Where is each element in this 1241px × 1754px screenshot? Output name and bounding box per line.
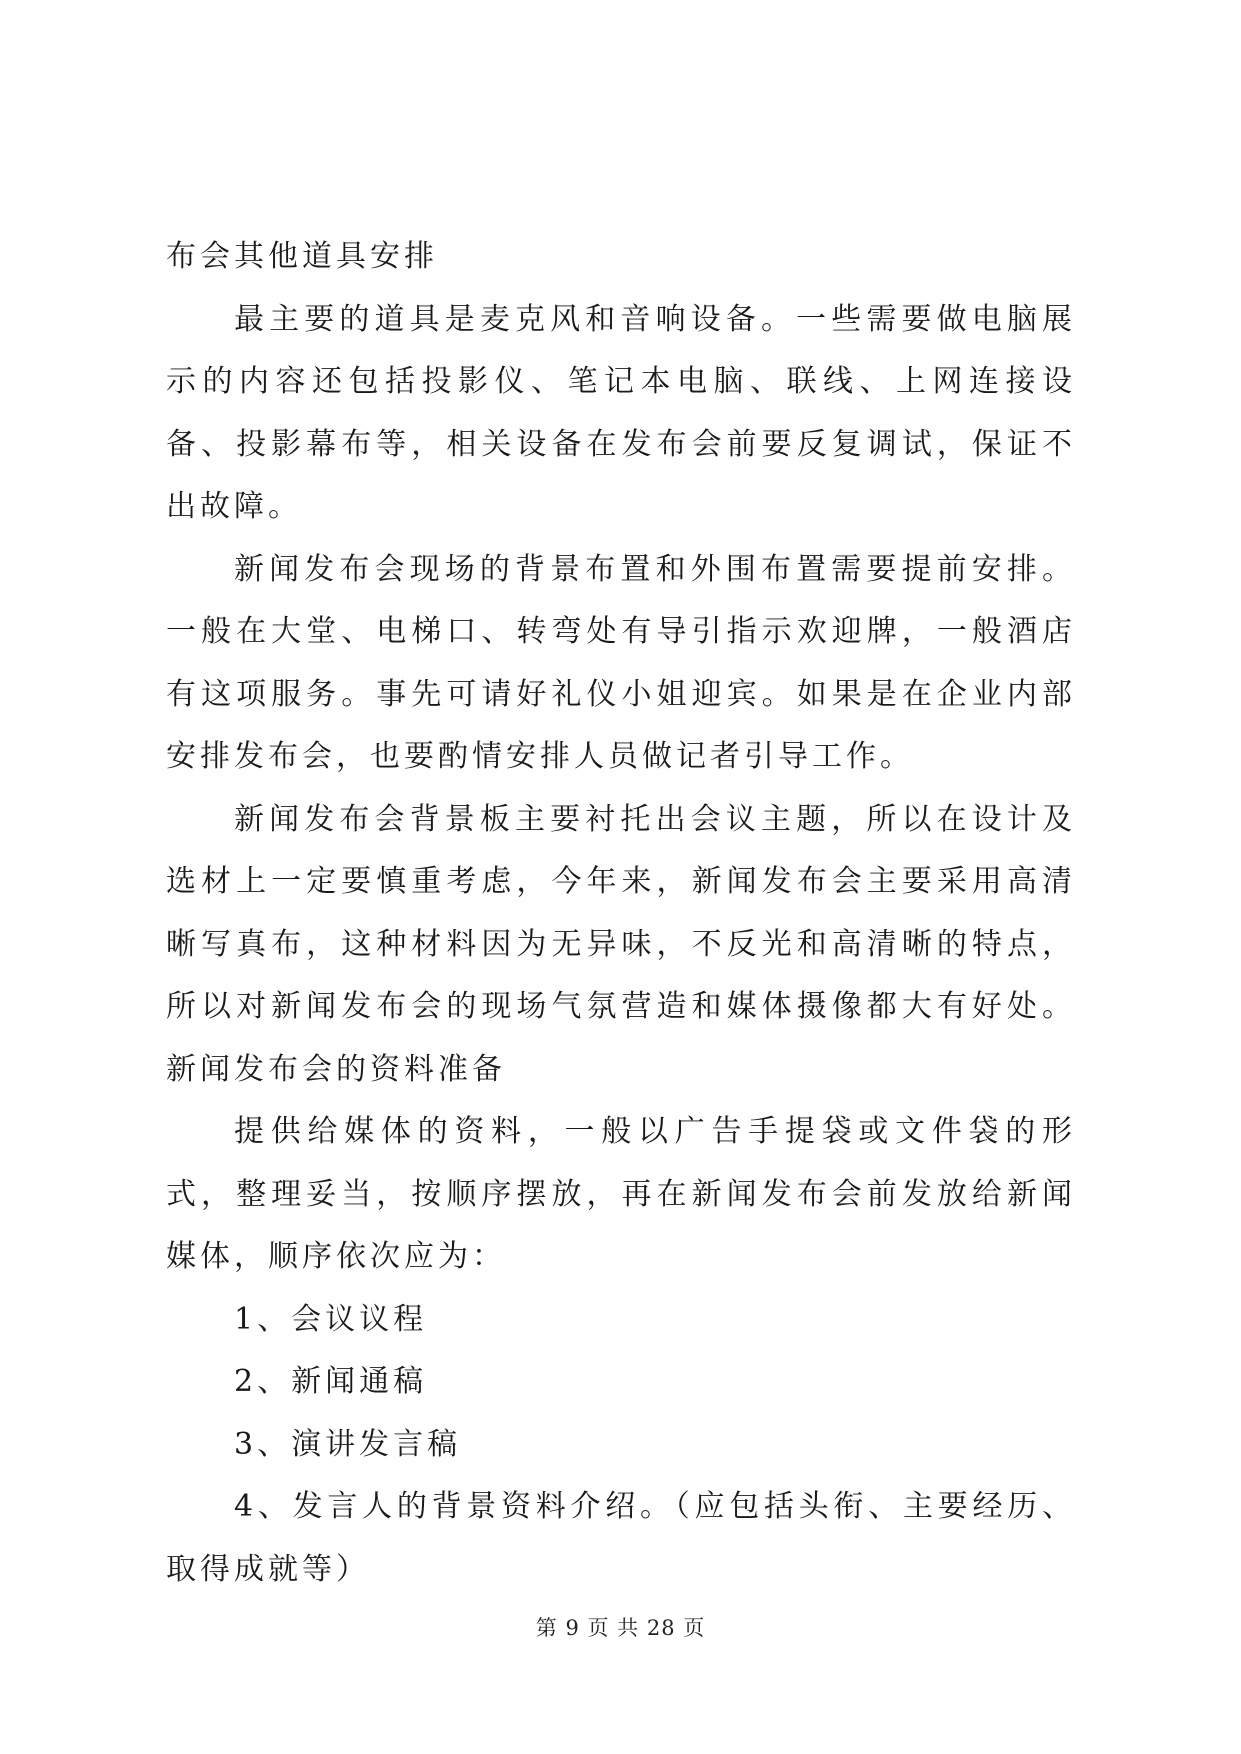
paragraph-heading-continuation: 布会其他道具安排: [166, 239, 438, 274]
list-item: 2、新闻通稿: [234, 1364, 428, 1399]
page-number-footer: 第 9 页 共 28 页: [535, 1616, 706, 1640]
paragraph-backdrop: 新闻发布会背景板主要衬托出会议主题，所以在设计及选材上一定要慎重考虑，今年来，新闻发布会主要采用高清晰写真布，这种材料因为无异味，不反光和高清晰的特点，所以对新闻发布会的现场气氛营造和媒体摄像都大有好处。新闻发布会的资料准备: [166, 801, 1076, 1087]
paragraph-venue-layout: 新闻发布会现场的背景布置和外围布置需要提前安排。一般在大堂、电梯口、转弯处有导引指示欢迎牌，一般酒店有这项服务。事先可请好礼仪小姐迎宾。如果是在企业内部安排发布会，也要酌情安排人员做记者引导工作。: [166, 551, 1076, 774]
paragraph-media-materials: 提供给媒体的资料，一般以广告手提袋或文件袋的形式，整理妥当，按顺序摆放，再在新闻发布会前发放给新闻媒体，顺序依次应为：: [166, 1114, 1076, 1274]
document-body: [166, 226, 1076, 1601]
list-item: 3、演讲发言稿: [234, 1426, 462, 1462]
list-item: 1、会议议程: [234, 1301, 428, 1337]
paragraph-props: 最主要的道具是麦克风和音响设备。一些需要做电脑展示的内容还包括投影仪、笔记本电脑、联线、上网连接设备、投影幕布等，相关设备在发布会前要反复调试，保证不出故障。: [166, 301, 1076, 524]
list-item: 4、发言人的背景资料介绍。（应包括头衔、主要经历、取得成就等）: [166, 1489, 1076, 1587]
